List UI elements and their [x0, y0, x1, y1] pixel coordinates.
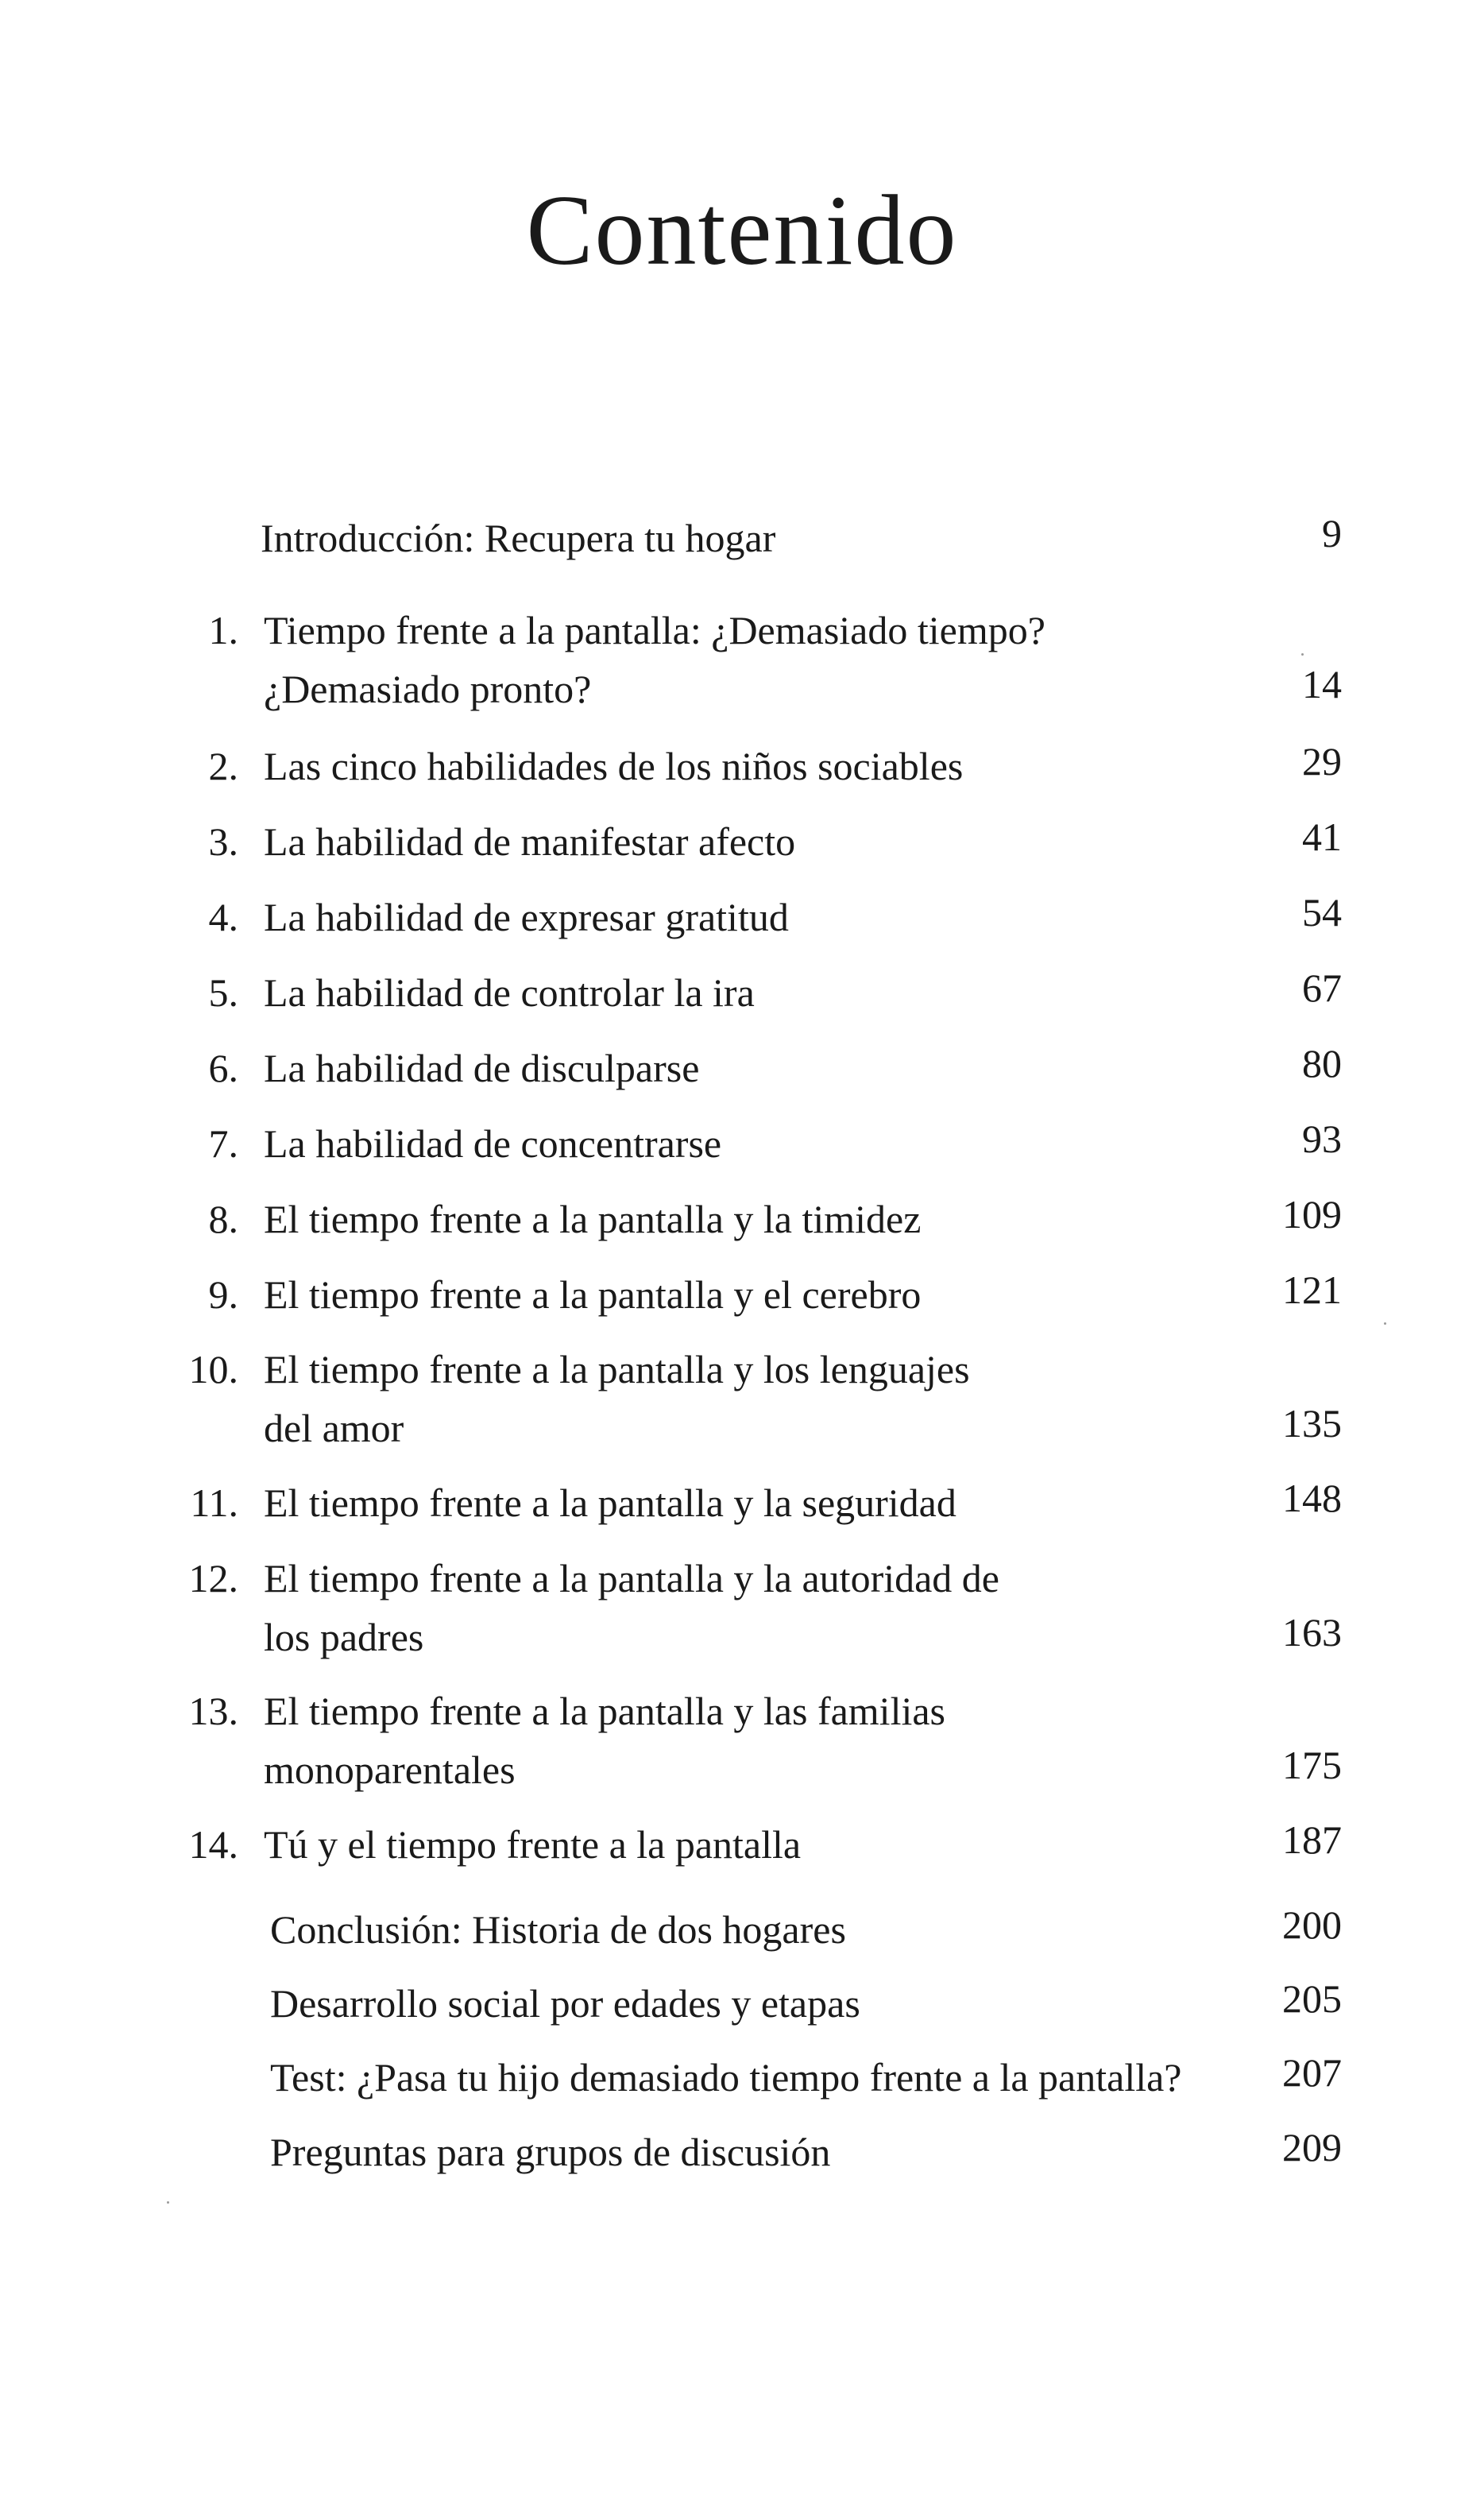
page-title: Contenido [526, 176, 958, 286]
entry-title [270, 1900, 846, 1959]
chapter-number: 8. [208, 1197, 238, 1241]
entry-title-line: El tiempo frente a la pantalla y las familias [264, 1689, 946, 1733]
entry-title-line: La habilidad de expresar gratitud [264, 895, 789, 939]
entry-title [264, 1114, 721, 1173]
chapter-number: 11. [190, 1480, 238, 1525]
toc-back-entry [0, 1974, 1484, 2033]
toc-chapter-entry [0, 1473, 1484, 1532]
entry-title [261, 509, 775, 567]
entry-title [264, 1473, 956, 1532]
entry-title [264, 1039, 699, 1097]
page-number: 67 [1302, 966, 1342, 1010]
toc-chapter-entry [0, 1039, 1484, 1097]
page-number: 205 [1282, 1976, 1342, 2021]
print-speck [1301, 653, 1304, 656]
entry-title [264, 888, 789, 946]
entry-title [270, 2048, 1182, 2107]
page-number: 163 [1282, 1610, 1342, 1655]
entry-title-line: Preguntas para grupos de discusión [270, 2130, 831, 2174]
toc-front-entry [0, 509, 1484, 567]
entry-title-line: Tiempo frente a la pantalla: ¿Demasiado tiempo? [264, 608, 1045, 652]
entry-title [264, 963, 755, 1022]
chapter-number: 7. [208, 1121, 238, 1166]
toc-chapter-entry [0, 1190, 1484, 1248]
entry-title [264, 737, 963, 795]
toc-chapter-entry [0, 737, 1484, 795]
chapter-number: 6. [208, 1046, 238, 1090]
chapter-number: 12. [188, 1556, 238, 1600]
page-number: 29 [1302, 739, 1342, 784]
toc-chapter-entry [0, 963, 1484, 1022]
chapter-number: 1. [208, 608, 238, 652]
page-number: 9 [1322, 511, 1342, 555]
chapter-number: 4. [208, 895, 238, 939]
page-number: 209 [1282, 2125, 1342, 2169]
entry-title [264, 1682, 945, 1799]
entry-title-line: del amor [264, 1406, 404, 1450]
print-speck [167, 2201, 169, 2204]
entry-title-line: El tiempo frente a la pantalla y los lenguajes [264, 1347, 970, 1391]
chapter-number: 3. [208, 819, 238, 864]
entry-title-line: Desarrollo social por edades y etapas [270, 1981, 860, 2026]
page-number: 148 [1282, 1476, 1342, 1520]
chapter-number: 5. [208, 970, 238, 1015]
toc-chapter-entry [0, 1682, 1484, 1799]
page-number: 14 [1302, 662, 1342, 706]
entry-title-line: los padres [264, 1615, 424, 1659]
page-number: 207 [1282, 2050, 1342, 2095]
entry-title [264, 1549, 999, 1666]
page-number: 187 [1282, 1817, 1342, 1862]
entry-title-line: Conclusión: Historia de dos hogares [270, 1907, 846, 1952]
entry-title-line: La habilidad de disculparse [264, 1046, 700, 1090]
entry-title [270, 1974, 860, 2033]
page-number: 200 [1282, 1902, 1342, 1947]
entry-title-line: El tiempo frente a la pantalla y la autoridad de [264, 1556, 1000, 1600]
entry-title-line: La habilidad de controlar la ira [264, 970, 755, 1015]
entry-title [264, 812, 795, 871]
page-number: 135 [1282, 1401, 1342, 1446]
page-number: 175 [1282, 1743, 1342, 1787]
page-number: 93 [1302, 1117, 1342, 1161]
page-number: 109 [1282, 1192, 1342, 1237]
toc-back-entry [0, 2123, 1484, 2181]
toc-chapter-entry [0, 1265, 1484, 1324]
toc-back-entry [0, 2048, 1484, 2107]
toc-chapter-entry [0, 1114, 1484, 1173]
entry-title-line: Tú y el tiempo frente a la pantalla [264, 1822, 802, 1867]
chapter-number: 2. [208, 744, 238, 788]
toc-chapter-entry [0, 812, 1484, 871]
toc-chapter-entry [0, 1549, 1484, 1666]
chapter-number: 13. [188, 1689, 238, 1733]
entry-title [264, 601, 1045, 718]
entry-title [264, 1340, 970, 1457]
entry-title-line: El tiempo frente a la pantalla y el cerebro [264, 1272, 922, 1317]
toc-chapter-entry [0, 888, 1484, 946]
entry-title-line: La habilidad de manifestar afecto [264, 819, 796, 864]
chapter-number: 10. [188, 1347, 238, 1391]
entry-title-line: Test: ¿Pasa tu hijo demasiado tiempo frente a la pantalla? [270, 2055, 1182, 2100]
print-speck [1384, 1322, 1386, 1325]
entry-title-line: El tiempo frente a la pantalla y la seguridad [264, 1480, 956, 1525]
entry-title-line: monoparentales [264, 1747, 516, 1792]
page-number: 41 [1302, 815, 1342, 859]
entry-title-line: El tiempo frente a la pantalla y la timidez [264, 1197, 922, 1241]
page-number: 121 [1282, 1268, 1342, 1312]
page-number: 54 [1302, 890, 1342, 935]
toc-chapter-entry [0, 601, 1484, 718]
entry-title [264, 1815, 801, 1874]
toc-chapter-entry [0, 1815, 1484, 1874]
entry-title-line: Introducción: Recupera tu hogar [261, 516, 776, 560]
chapter-number: 14. [188, 1822, 238, 1867]
chapter-number: 9. [208, 1272, 238, 1317]
entry-title-line: ¿Demasiado pronto? [264, 667, 592, 711]
entry-title [264, 1190, 921, 1248]
entry-title [270, 2123, 830, 2181]
toc-chapter-entry [0, 1340, 1484, 1457]
entry-title-line: Las cinco habilidades de los niños sociables [264, 744, 964, 788]
entry-title-line: La habilidad de concentrarse [264, 1121, 722, 1166]
page-number: 80 [1302, 1041, 1342, 1086]
entry-title [264, 1265, 921, 1324]
toc-back-entry [0, 1900, 1484, 1959]
